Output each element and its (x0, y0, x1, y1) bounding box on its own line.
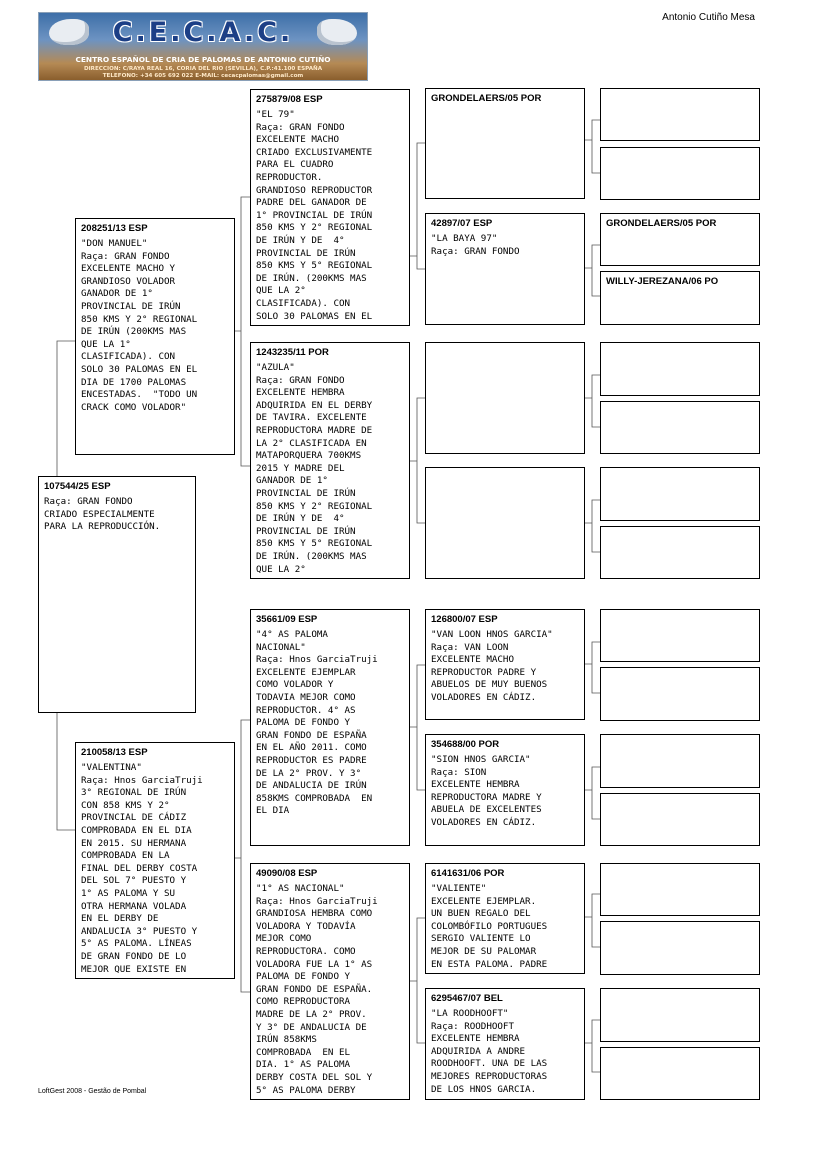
gen4-card (600, 401, 760, 454)
bird-description: "DON MANUEL" Raça: GRAN FONDO EXCELENTE MACHO Y GRANDIOSO VOLADOR GANADOR DE 1° PROVINCIAL DE IRÚN 850 KMS Y 2° REGIONAL DE IRÚN (200KMS MAS QUE LA 1° CLASIFICADA). CON SOLO 30 PALOMAS EN EL DIA DE 1700 PALOMAS ENCESTADAS. "TODO UN CRACK COMO VOLADOR" (81, 238, 198, 413)
bird-description: "VAN LOON HNOS GARCIA" Raça: VAN LOON EXCELENTE MACHO REPRODUCTOR PADRE Y ABUELOS DE MUY BUENOS VOLADORES EN CÁDIZ. (431, 629, 553, 703)
logo-line-1: CENTRO ESPAÑOL DE CRIA DE PALOMAS DE ANTONIO CUTIÑO (75, 55, 331, 64)
ring-number: 42897/07 ESP (431, 218, 493, 229)
gen4-card (600, 667, 760, 721)
gen4-card (600, 921, 760, 975)
gen3-card (425, 609, 585, 720)
gen3-card (425, 342, 585, 454)
ring-number: 35661/09 ESP (256, 614, 318, 625)
bird-description: "EL 79" Raça: GRAN FONDO EXCELENTE MACHO CRIADO EXCLUSIVAMENTE PARA EL CUADRO REPRODUCTOR. GRANDIOSO REPRODUCTOR PADRE DEL GANADOR DE 1° PROVINCIAL DE IRÚN 850 KMS Y 2° REGIONAL DE IRÚN Y DE 4° PROVINCIAL DE IRÚN 850 KMS Y 5° REGIONAL DE IRÚN. (200KMS MAS QUE LA 2° CLASIFICADA). CON SOLO 30 PALOMAS EN EL (256, 109, 373, 322)
ring-number: 6295467/07 BEL (431, 993, 503, 1004)
gen4-card (600, 1047, 760, 1100)
bird-description: "LA BAYA 97" Raça: GRAN FONDO (431, 233, 520, 257)
gen3-card (425, 213, 585, 325)
gen4-card (600, 863, 760, 916)
gen4-card (600, 609, 760, 662)
gen4-card (600, 467, 760, 521)
sire-sire-card (250, 89, 410, 326)
gen4-card (600, 734, 760, 788)
ring-number: GRONDELAERS/05 POR (606, 218, 717, 229)
logo-line-3: TELEFONO: +34 605 692 022 E-MAIL: cecacpalomas@gmail.com (102, 73, 304, 79)
gen4-card (600, 342, 760, 396)
gen3-card (425, 88, 585, 199)
gen4-card (600, 213, 760, 266)
gen4-card (600, 793, 760, 846)
gen4-card (600, 88, 760, 141)
gen3-card (425, 988, 585, 1100)
gen3-card (425, 863, 585, 974)
ring-number: 208251/13 ESP (81, 223, 148, 234)
gen4-card (600, 271, 760, 325)
ring-number: 275879/08 ESP (256, 94, 323, 105)
logo-title: C.E.C.A.C. (112, 17, 294, 48)
ring-number: GRONDELAERS/05 POR (431, 93, 542, 104)
software-footer: LoftGest 2008 - Gestão de Pombal (38, 1088, 147, 1095)
dam-sire-card (250, 609, 410, 846)
bird-description: "1° AS NACIONAL" Raça: Hnos GarciaTruji GRANDIOSA HEMBRA COMO VOLADORA Y TODAVÍA MEJOR COMO REPRODUCTORA. COMO VOLADORA FUE LA 1° AS PALOMA DE FONDO Y GRAN FONDO DE ESPAÑA. COMO REPRODUCTORA MADRE DE LA 2° PROV. Y 3° DE ANDALUCIA DE IRÚN 858KMS COMPROBADA EN EL DIA. 1° AS PALOMA DERBY COSTA DEL SOL Y 5° AS PALOMA DERBY (256, 883, 378, 1096)
cecac-logo (38, 12, 368, 81)
sire-card (75, 218, 235, 455)
ring-number: 210058/13 ESP (81, 747, 148, 758)
bird-description: "VALENTINA" Raça: Hnos GarciaTruji 3° REGIONAL DE IRÚN CON 858 KMS Y 2° PROVINCIAL DE CÁDIZ COMPROBADA EN EL DIA EN 2015. SU HERMANA COMPROBADA EN LA FINAL DEL DERBY COSTA DEL SOL 7° PUESTO Y 1° AS PALOMA Y SU OTRA HERMANA VOLADA EN EL DERBY DE ANDALUCIA 3° PUESTO Y 5° AS PALOMA. LÍNEAS DE GRAN FONDO DE LO MEJOR QUE EXISTE EN (81, 762, 203, 975)
ring-number: 107544/25 ESP (44, 481, 111, 492)
logo-line-2: DIRECCION: C/RAYA REAL 16, CORIA DEL RIO (SEVILLA), C.P.:41.100 ESPAÑA (83, 66, 323, 72)
bird-description: "4° AS PALOMA NACIONAL" Raça: Hnos GarciaTruji EXCELENTE EJEMPLAR COMO VOLADOR Y TODAVIA MEJOR COMO REPRODUCTOR. 4° AS PALOMA DE FONDO Y GRAN FONDO DE ESPAÑA EN EL AÑO 2011. COMO REPRODUCTOR ES PADRE DE LA 2° PROV. Y 3° DE ANDALUCIA DE IRÚN 858KMS COMPROBADA EN EL DIA (256, 629, 378, 817)
bird-description: Raça: GRAN FONDO CRIADO ESPECIALMENTE PARA LA REPRODUCCIÓN. (44, 496, 161, 533)
dam-dam-card (250, 863, 410, 1100)
gen3-card (425, 467, 585, 579)
gen4-card (600, 988, 760, 1042)
ring-number: WILLY-JEREZANA/06 PO (606, 276, 719, 287)
gen4-card (600, 147, 760, 200)
bird-description: "SION HNOS GARCIA" Raça: SION EXCELENTE HEMBRA REPRODUCTORA MADRE Y ABUELA DE EXCELENTES VOLADORES EN CÁDIZ. (431, 754, 542, 828)
ring-number: 354688/00 POR (431, 739, 500, 750)
ring-number: 126800/07 ESP (431, 614, 498, 625)
subject-card (38, 476, 196, 713)
dam-card (75, 742, 235, 979)
gen4-card (600, 526, 760, 579)
ring-number: 49090/08 ESP (256, 868, 318, 879)
sire-dam-card (250, 342, 410, 579)
bird-description: "AZULA" Raça: GRAN FONDO EXCELENTE HEMBRA ADQUIRIDA EN EL DERBY DE TAVIRA. EXCELENTE REPRODUCTORA MADRE DE LA 2° CLASIFICADA EN MATAPORQUERA 700KMS 2015 Y MADRE DEL GANADOR DE 1° PROVINCIAL DE IRÚN 850 KMS Y 2° REGIONAL DE IRÚN Y DE 4° PROVINCIAL DE IRÚN 850 KMS Y 5° REGIONAL DE IRÚN. (200KMS MAS QUE LA 2° (256, 362, 373, 575)
bird-description: "VALIENTE" EXCELENTE EJEMPLAR. UN BUEN REGALO DEL COLOMBÓFILO PORTUGUES SERGIO VALIENTE LO MEJOR DE SU PALOMAR EN ESTA PALOMA. PADRE (431, 883, 548, 970)
owner-name: Antonio Cutiño Mesa (662, 12, 755, 23)
bird-description: "LA ROODHOOFT" Raça: ROODHOOFT EXCELENTE HEMBRA ADQUIRIDA A ANDRE ROODHOOFT. UNA DE LAS MEJORES REPRODUCTORAS DE LOS HNOS GARCIA. (431, 1008, 548, 1095)
gen3-card (425, 734, 585, 846)
ring-number: 6141631/06 POR (431, 868, 505, 879)
ring-number: 1243235/11 POR (256, 347, 329, 358)
